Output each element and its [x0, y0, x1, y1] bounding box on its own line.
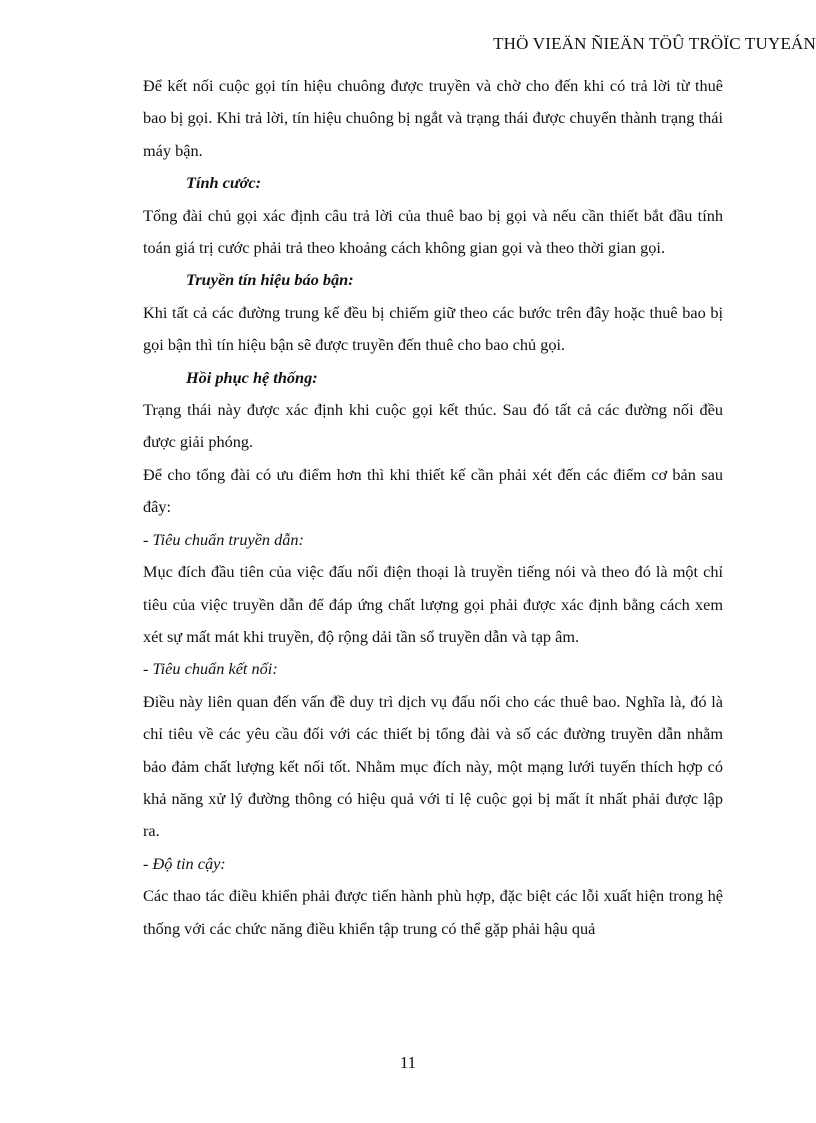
subhead-connection-standard: - Tiêu chuẩn kết nối: — [143, 659, 278, 679]
paragraph-system-recovery: Trạng thái này được xác định khi cuộc gọi kết thúc. Sau đó tất cả các đường nối đều được giải phóng. — [143, 400, 723, 452]
heading-busy-signal: Truyền tín hiệu báo bận: — [186, 270, 354, 290]
running-header-title: THÖ VIEÄN ÑIEÄN TÖÛ TRÖÏC TUYEÁN — [493, 34, 816, 53]
subhead-reliability: - Độ tin cậy: — [143, 853, 226, 873]
paragraph-call-connect: Để kết nối cuộc gọi tín hiệu chuông được truyền và chờ cho đến khi có trả lời từ thuê bao bị gọi. Khi trả lời, tín hiệu chuông bị ngắt và trạng thái được chuyển thành trạng thái máy bận. — [143, 76, 723, 160]
subhead-transmission-standard: - Tiêu chuẩn truyền dẫn: — [143, 529, 304, 549]
paragraph-design-criteria: Để cho tổng đài có ưu điểm hơn thì khi thiết kế cần phải xét đến các điểm cơ bản sau đây: — [143, 464, 723, 517]
paragraph-transmission-standard: Mục đích đầu tiên của việc đấu nối điện thoại là truyền tiếng nói và theo đó là một chỉ tiêu của việc truyền dẫn để đáp ứng chất lượng gọi phải được xác định bằng cách xem xét sự mất mát khi truyền, độ rộng dải tần số truyền dẫn và tạp âm. — [143, 562, 723, 646]
heading-system-recovery: Hồi phục hệ thống: — [186, 367, 318, 387]
paragraph-busy-signal: Khi tất cả các đường trung kế đều bị chiếm giữ theo các bước trên đây hoặc thuê bao bị gọi bận thì tín hiệu bận sẽ được truyền đến thuê cho bao chủ gọi. — [143, 302, 723, 355]
document-body — [143, 70, 723, 945]
heading-billing: Tính cước: — [186, 173, 262, 193]
paragraph-connection-standard: Điều này liên quan đến vấn đề duy trì dịch vụ đấu nối cho các thuê bao. Nghĩa là, đó là chỉ tiêu về các yêu cầu đối với các thiết bị tổng đài và số các đường truyền dẫn nhằm bảo đảm chất lượng kết nối tốt. Nhằm mục đích này, một mạng lưới tuyến thích hợp có khả năng xử lý đường thông có hiệu quả với tỉ lệ cuộc gọi bị mất ít nhất phải được lập ra. — [143, 691, 723, 841]
running-header — [0, 34, 816, 58]
paragraph-reliability: Các thao tác điều khiển phải được tiến hành phù hợp, đặc biệt các lỗi xuất hiện trong hệ thống với các chức năng điều khiển tập trung có thể gặp phải hậu quả — [143, 886, 723, 938]
page-number: 11 — [399, 1053, 417, 1072]
paragraph-billing: Tổng đài chủ gọi xác định câu trả lời của thuê bao bị gọi và nếu cần thiết bắt đầu tính toán giá trị cước phải trả theo khoảng cách không gian gọi và theo thời gian gọi. — [143, 205, 723, 258]
